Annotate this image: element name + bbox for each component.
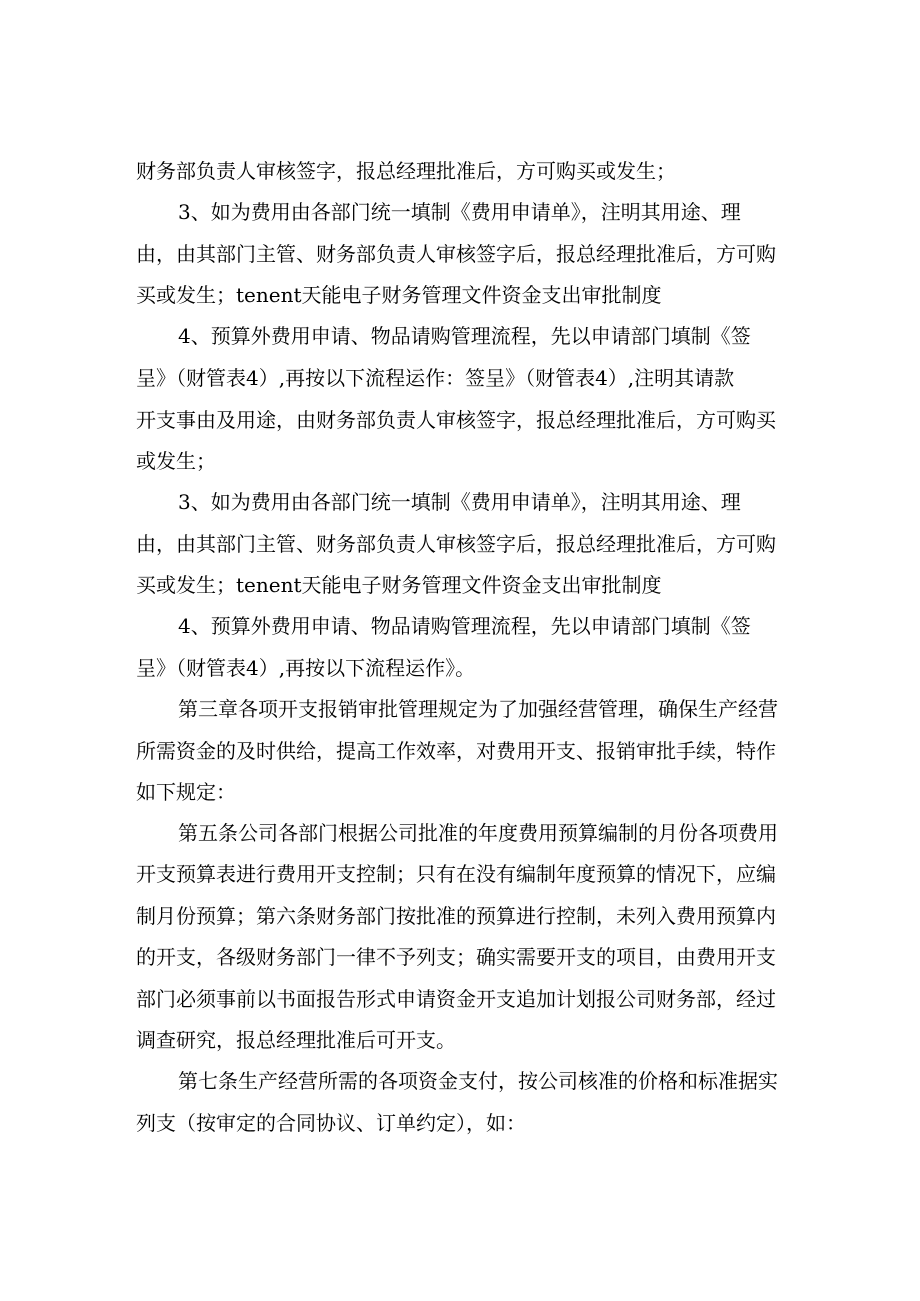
text-line: 第三章各项开支报销审批管理规定为了加强经营管理，确保生产经营 — [178, 697, 778, 721]
text-line: 的开支，各级财务部门一律不予列支；确实需要开支的项目，由费用开支 — [136, 945, 776, 969]
text-line: 4、预算外费用申请、物品请购管理流程，先以申请部门填制《签 — [178, 324, 751, 348]
text-line: 所需资金的及时供给，提高工作效率，对费用开支、报销审批手续，特作 — [136, 739, 776, 763]
text-line: 第七条生产经营所需的各项资金支付，按公司核准的价格和标准据实 — [178, 1069, 778, 1093]
text-line: 由，由其部门主管、财务部负责人审核签字后，报总经理批准后，方可购 — [136, 242, 776, 266]
text-line: 由，由其部门主管、财务部负责人审核签字后，报总经理批准后，方可购 — [136, 532, 776, 556]
text-line: 如下规定： — [136, 780, 236, 804]
text-line: 买或发生；tenent天能电子财务管理文件资金支出审批制度 — [136, 573, 662, 597]
text-line: 开支事由及用途，由财务部负责人审核签字，报总经理批准后，方可购买 — [136, 408, 776, 432]
text-line: 3、如为费用由各部门统一填制《费用申请单》，注明其用途、理 — [178, 490, 741, 514]
text-line: 第五条公司各部门根据公司批准的年度费用预算编制的月份各项费用 — [178, 821, 778, 845]
text-line: 财务部负责人审核签字，报总经理批准后，方可购买或发生； — [136, 159, 676, 183]
text-line: 4、预算外费用申请、物品请购管理流程，先以申请部门填制《签 — [178, 614, 751, 638]
text-line: 调查研究，报总经理批准后可开支。 — [136, 1028, 456, 1052]
text-line: 呈》（财管表4）,再按以下流程运作》。 — [136, 656, 476, 680]
text-line: 列支（按审定的合同协议、订单约定），如： — [136, 1111, 526, 1135]
text-line: 部门必须事前以书面报告形式申请资金开支追加计划报公司财务部，经过 — [136, 987, 776, 1011]
text-line: 制月份预算；第六条财务部门按批准的预算进行控制，未列入费用预算内 — [136, 904, 776, 928]
text-line: 开支预算表进行费用开支控制；只有在没有编制年度预算的情况下，应编 — [136, 862, 776, 886]
text-line: 呈》（财管表4）,再按以下流程运作：签呈》（财管表4）,注明其请款 — [136, 366, 735, 390]
text-line: 3、如为费用由各部门统一填制《费用申请单》，注明其用途、理 — [178, 200, 741, 224]
text-line: 买或发生；tenent天能电子财务管理文件资金支出审批制度 — [136, 283, 662, 307]
text-line: 或发生； — [136, 449, 216, 473]
